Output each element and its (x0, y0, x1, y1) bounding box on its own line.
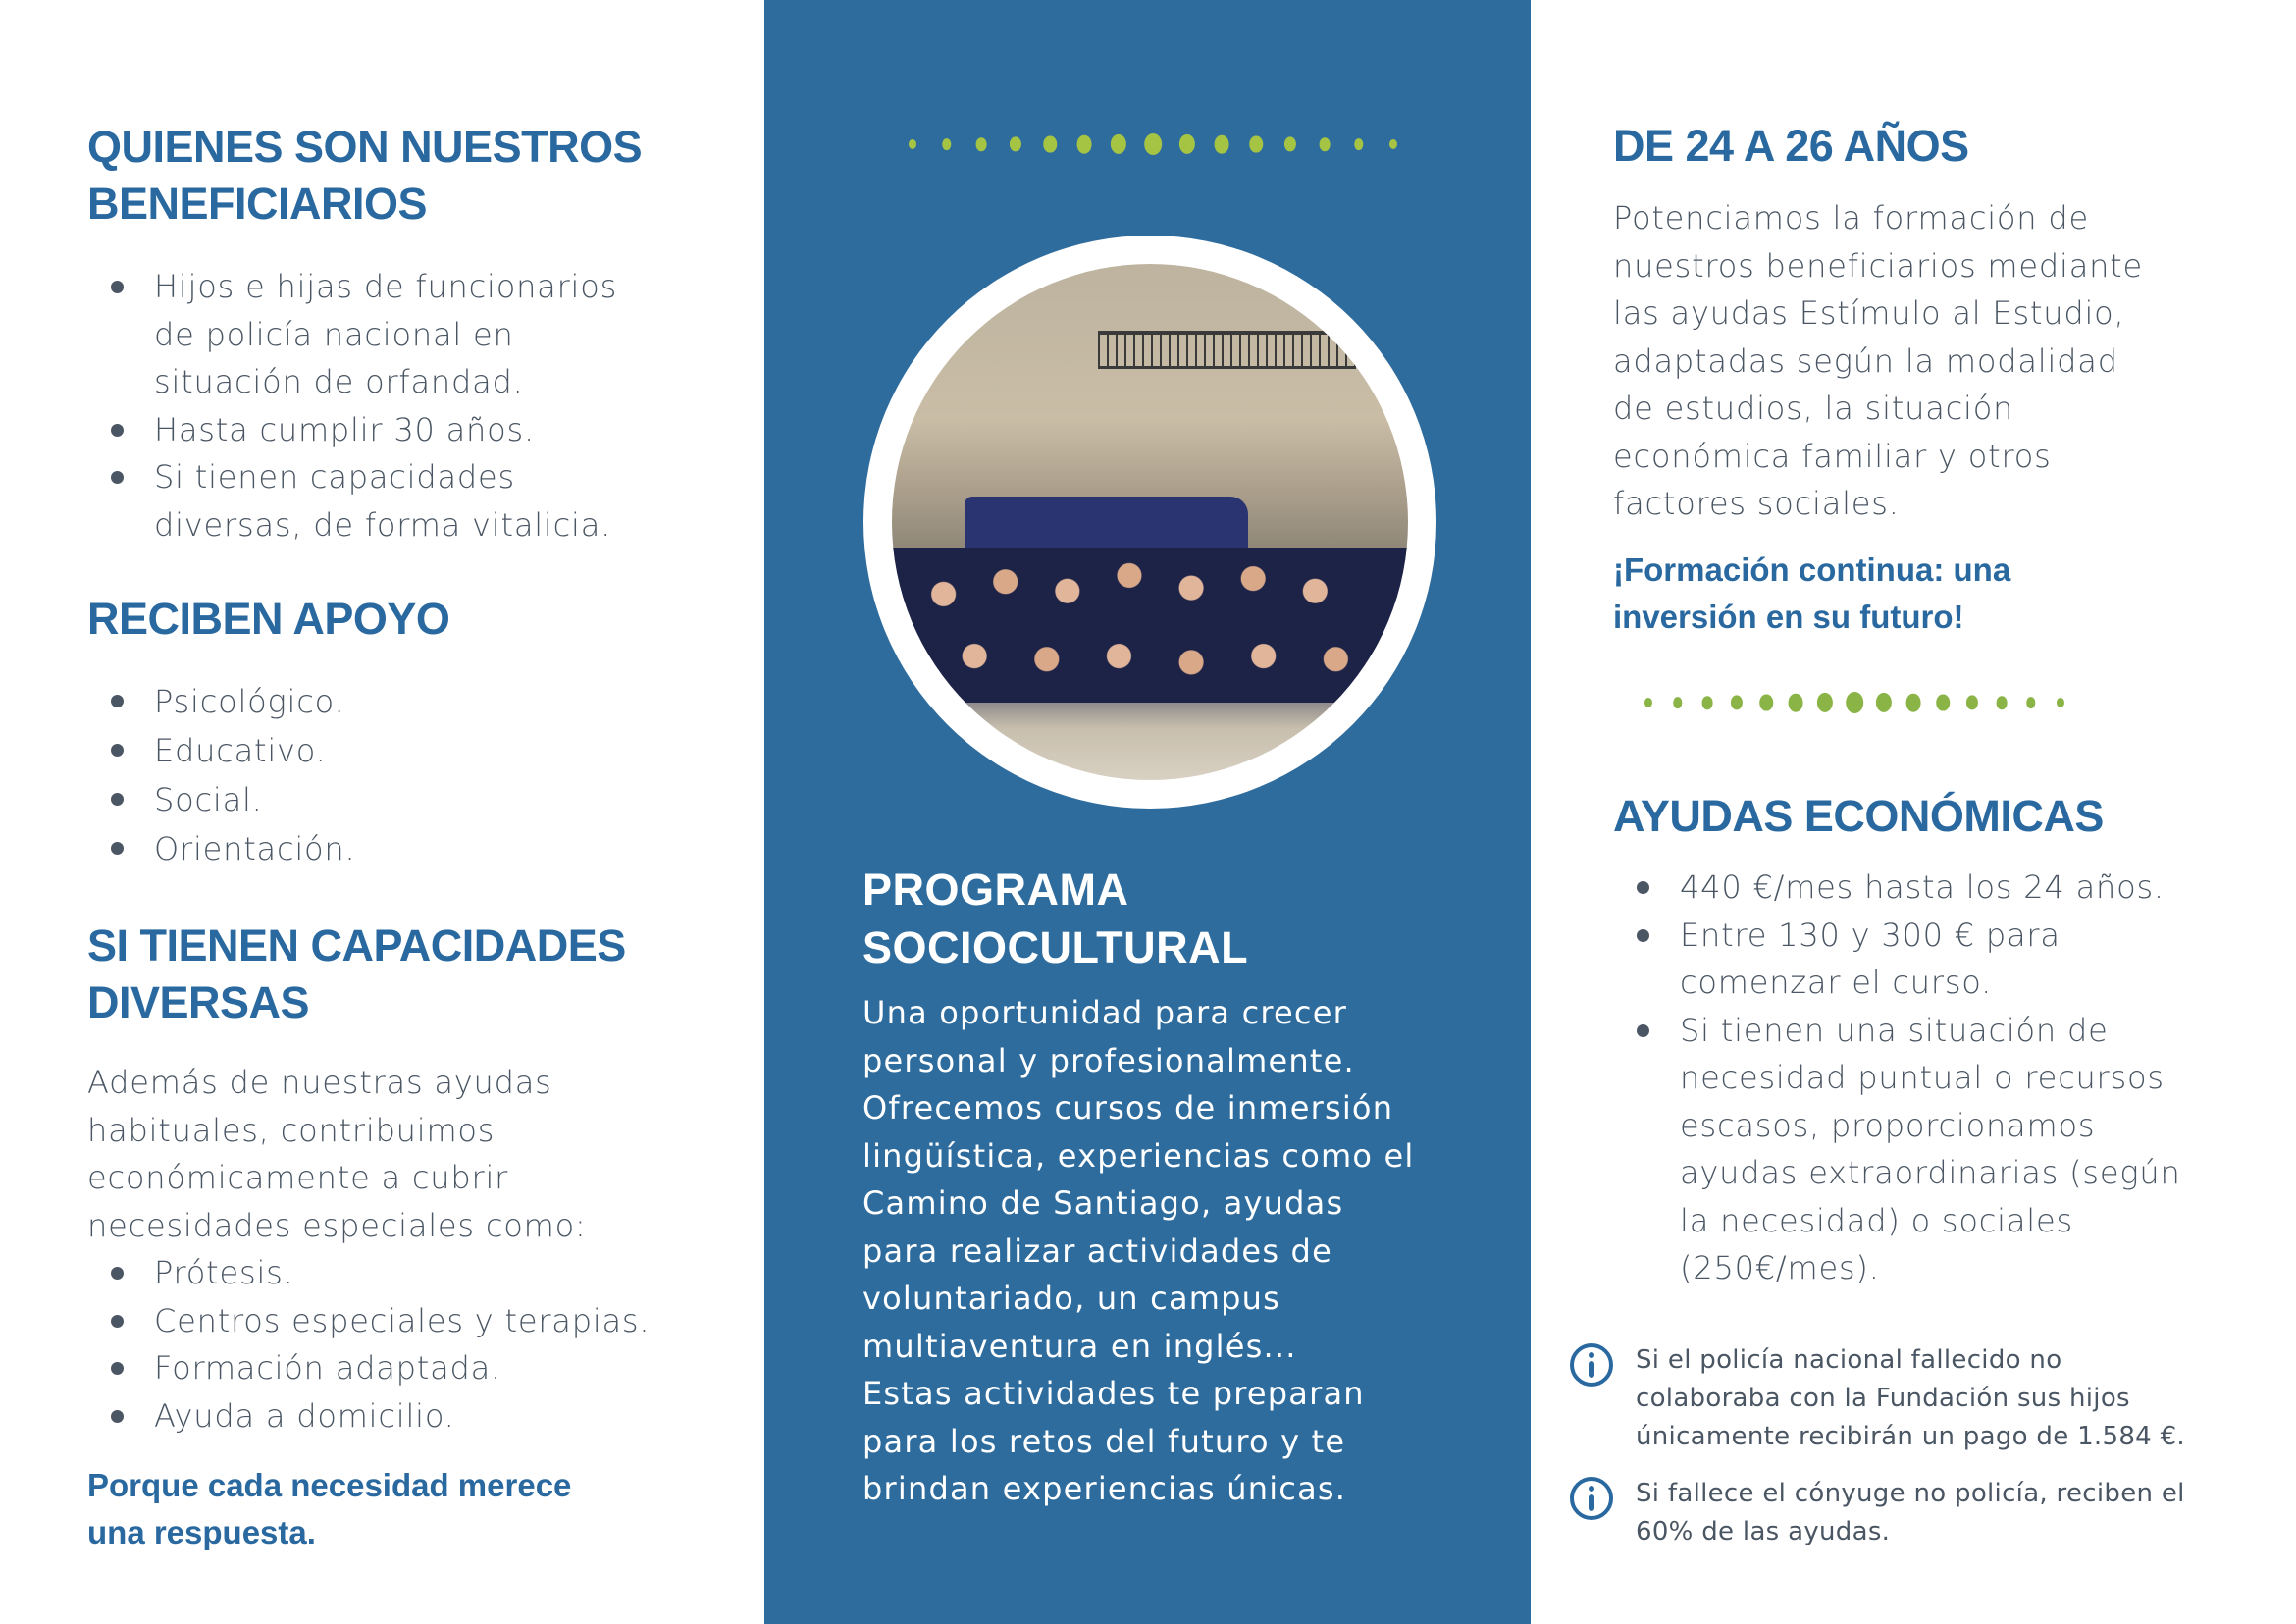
text-line: Una oportunidad para crecer (862, 994, 1347, 1031)
edad-description (1613, 194, 2261, 528)
dot-mark (2026, 697, 2035, 708)
list-item-text: (250€/mes). (1680, 1249, 1880, 1286)
dot-mark (1215, 135, 1229, 154)
list-item-text: diversas, de forma vitalicia. (154, 505, 612, 544)
bullet-icon (111, 744, 124, 757)
text-line: lingüística, experiencias como el (862, 1136, 1415, 1175)
text-line: factores sociales. (1613, 485, 1900, 522)
list-item (99, 775, 727, 824)
list-item (99, 1344, 766, 1392)
text-line: de estudios, la situación (1613, 390, 2014, 427)
list-item-text: 440 €/mes hasta los 24 años. (1680, 868, 2165, 906)
list-item (1625, 864, 2292, 912)
text-line: para los retos del futuro y te (862, 1422, 1346, 1460)
list-item-text: la necesidad) o sociales (1680, 1201, 2073, 1239)
list-item (99, 677, 727, 726)
bullet-icon (111, 471, 124, 484)
capacidades-list (99, 1249, 766, 1440)
text-line: ¡Formación continua: una (1613, 551, 2011, 588)
text-line: inversión en su futuro! (1613, 599, 1964, 635)
list-item-text: Orientación. (154, 830, 356, 867)
text-line: económica familiar y otros (1613, 437, 2052, 475)
photo-crowd (892, 548, 1408, 703)
list-item (99, 1392, 766, 1441)
info-note-text (1636, 1475, 2264, 1551)
text-line: 60% de las ayudas. (1636, 1517, 1891, 1546)
text-line: Si fallece el cónyuge no policía, reciben el (1636, 1479, 2185, 1508)
list-item (99, 453, 727, 549)
dot-mark (1111, 134, 1126, 154)
programa-description (862, 989, 1520, 1513)
decorative-dots-top (913, 130, 1393, 159)
text-line: Porque cada necesidad merece (87, 1467, 572, 1503)
text-line: brindan experiencias únicas. (862, 1470, 1347, 1507)
capacidades-heading (87, 917, 626, 1031)
text-line: Potenciamos la formación de (1613, 199, 2089, 236)
ayudas-list (1625, 864, 2292, 1292)
dot-mark (1320, 137, 1331, 151)
list-item-text: comenzar el curso. (1680, 964, 1993, 1001)
list-item (99, 726, 727, 775)
list-item-text: situación de orfandad. (154, 363, 524, 400)
list-item (99, 824, 727, 873)
dot-mark (1759, 695, 1773, 711)
dot-mark (1966, 695, 1978, 709)
list-item-text: Entre 130 y 300 € para (1680, 916, 2061, 954)
dot-mark (1077, 135, 1092, 154)
bullet-icon (111, 842, 124, 855)
dot-mark (1997, 696, 2008, 709)
capacidades-closing (87, 1462, 571, 1556)
text-line: Estas actividades te preparan (862, 1375, 1365, 1412)
apoyo-list (99, 677, 727, 873)
text-line: voluntariado, un campus (862, 1280, 1280, 1317)
beneficiarios-heading (87, 119, 642, 233)
dot-mark (1936, 695, 1950, 711)
bullet-icon (1637, 881, 1649, 894)
list-item-text: Si tienen una situación de (1680, 1011, 2109, 1049)
list-item (99, 1249, 766, 1297)
bullet-icon (1637, 929, 1649, 942)
dot-mark (1354, 138, 1363, 150)
bullet-icon (111, 424, 124, 437)
list-item-text: Psicológico. (154, 683, 345, 720)
dot-mark (1179, 134, 1195, 154)
dot-mark (1644, 698, 1652, 707)
beneficiarios-list (99, 263, 727, 549)
left-column (0, 0, 764, 1624)
dot-mark (1010, 136, 1021, 151)
dot-mark (976, 137, 987, 151)
dot-mark (942, 138, 951, 150)
text-line: multiaventura en inglés... (862, 1327, 1297, 1365)
dot-mark (1144, 133, 1162, 155)
list-item-text: Hasta cumplir 30 años. (154, 410, 535, 448)
bullet-icon (111, 1410, 124, 1423)
dot-mark (1817, 693, 1833, 712)
list-item-text: de policía nacional en (154, 315, 514, 353)
text-line: una respuesta. (87, 1514, 316, 1550)
heading-line: PROGRAMA (862, 864, 1129, 915)
text-line: Si el policía nacional fallecido no (1636, 1345, 2062, 1375)
edad-heading: DE 24 A 26 AÑOS (1613, 121, 1969, 171)
text-line: necesidades especiales como: (87, 1206, 587, 1244)
list-item-text: Formación adaptada. (154, 1349, 502, 1387)
text-line: personal y profesionalmente. (862, 1041, 1355, 1079)
dot-mark (909, 139, 916, 149)
info-note (1570, 1475, 2257, 1553)
text-line: habituales, contribuimos (87, 1111, 496, 1149)
text-line: para realizar actividades de (862, 1231, 1332, 1270)
list-item (1625, 912, 2292, 1007)
list-item-text: necesidad puntual o recursos (1680, 1059, 2165, 1096)
list-item-text: Educativo. (154, 732, 327, 769)
text-line: Camino de Santiago, ayudas (862, 1184, 1344, 1222)
dot-mark (1673, 697, 1682, 708)
text-line: económicamente a cubrir (87, 1159, 509, 1196)
bullet-icon (111, 793, 124, 806)
text-line: únicamente recibirán un pago de 1.584 €. (1636, 1422, 2185, 1451)
bullet-icon (111, 281, 124, 293)
list-item-text: Social. (154, 781, 263, 818)
apoyo-heading: RECIBEN APOYO (87, 594, 450, 644)
capacidades-intro (87, 1059, 735, 1249)
list-item-text: Centros especiales y terapias. (154, 1301, 651, 1339)
list-item (99, 406, 727, 454)
list-item-text: Ayuda a domicilio. (154, 1396, 455, 1435)
info-icon (1570, 1343, 1613, 1387)
edad-accent (1613, 547, 2010, 641)
list-item-text: escasos, proporcionamos (1680, 1106, 2096, 1144)
heading-line: DIVERSAS (87, 977, 310, 1027)
text-line: las ayudas Estímulo al Estudio, (1613, 294, 2125, 332)
dot-mark (1702, 696, 1713, 709)
dot-mark (1249, 136, 1263, 153)
dot-mark (1906, 694, 1921, 712)
text-line: Ofrecemos cursos de inmersión (862, 1089, 1394, 1126)
dot-mark (1284, 136, 1296, 151)
bullet-icon (111, 1315, 124, 1328)
list-item (1625, 1007, 2292, 1292)
dot-mark (1731, 695, 1743, 709)
list-item-text: Prótesis. (154, 1254, 294, 1291)
text-line: colaboraba con la Fundación sus hijos (1636, 1384, 2130, 1413)
dot-mark (1789, 694, 1803, 712)
photo-frame (863, 236, 1436, 809)
heading-line: SOCIOCULTURAL (862, 922, 1249, 972)
dot-mark (1043, 136, 1057, 153)
group-photo (892, 264, 1408, 780)
info-note (1570, 1341, 2257, 1459)
list-item-text: ayudas extraordinarias (según (1680, 1154, 2181, 1191)
text-line: Además de nuestras ayudas (87, 1064, 552, 1101)
dot-mark (1876, 693, 1892, 712)
bullet-icon (111, 1267, 124, 1280)
info-note-text (1636, 1341, 2264, 1456)
list-item-text: Si tienen capacidades (154, 458, 515, 496)
bullet-icon (111, 695, 124, 707)
list-item-text: Hijos e hijas de funcionarios (154, 268, 618, 305)
decorative-dots-right (1648, 688, 2061, 717)
dot-mark (1846, 692, 1863, 713)
text-line: nuestros beneficiarios mediante (1613, 246, 2144, 285)
list-item (99, 263, 727, 406)
heading-line: BENEFICIARIOS (87, 179, 428, 229)
list-item (99, 1297, 766, 1345)
ayudas-heading: AYUDAS ECONÓMICAS (1613, 791, 2104, 841)
text-line: adaptadas según la modalidad (1613, 341, 2118, 380)
heading-line: QUIENES SON NUESTROS (87, 122, 643, 172)
bullet-icon (1637, 1024, 1649, 1037)
photo-balcony (1098, 331, 1356, 369)
programa-heading (862, 861, 1248, 976)
heading-line: SI TIENEN CAPACIDADES (87, 920, 626, 970)
info-icon (1570, 1477, 1613, 1520)
bullet-icon (111, 1362, 124, 1375)
